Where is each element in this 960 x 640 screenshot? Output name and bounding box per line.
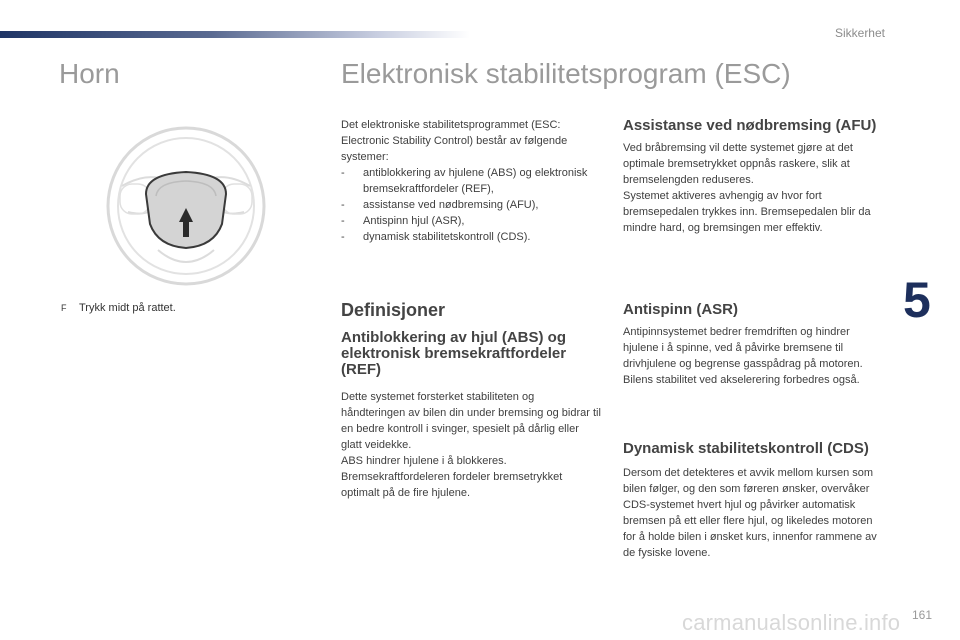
list-item: - antiblokkering av hjulene (ABS) og elektronisk bremsekraftfordeler (REF), (341, 167, 588, 195)
abs-heading: Antiblokkering av hjul (ABS) og elektronisk bremsekraftfordeler (REF) (341, 329, 567, 378)
abs-text: Dette systemet forsterket stabiliteten og håndteringen av bilen din under bremsing og bidrar til en bedre kontroll i svinger, spesielt på dårlig eller glatt veidekke. (341, 391, 601, 451)
afu-section (623, 118, 883, 236)
list-item: - Antispinn hjul (ASR), (341, 215, 465, 227)
cds-heading: Dynamisk stabilitetskontroll (CDS) (623, 440, 869, 457)
header-accent-bar (0, 31, 470, 38)
afu-heading: Assistanse ved nødbremsing (AFU) (623, 117, 877, 134)
list-item: - dynamisk stabilitetskontroll (CDS). (341, 231, 531, 243)
section-label: Sikkerhet (834, 26, 885, 40)
afu-text-2: Systemet aktiveres avhengig av hvor fort bremsepedalen trykkes inn. Bremsepedalen blir da mindre hard, og bremsingen mer effektiv. (623, 190, 871, 234)
abs-text-3: Bremsekraftfordeleren fordeler bremsetrykket optimalt på de fire hjulene. (341, 471, 563, 499)
horn-instruction (61, 302, 176, 314)
cds-section (623, 441, 883, 561)
asr-heading: Antispinn (ASR) (623, 301, 738, 318)
afu-text: Ved bråbremsing vil dette systemet gjøre at det optimale bremsetrykket oppnås raskere, slik at bremselengden reduseres. (623, 142, 853, 186)
page-number: 161 (912, 608, 933, 622)
abs-text-2: ABS hindrer hjulene i å blokkeres. (341, 455, 507, 467)
list-item: - assistanse ved nødbremsing (AFU), (341, 199, 539, 211)
horn-instruction-text: Trykk midt på rattet. (79, 302, 176, 314)
esc-systems-list (341, 165, 601, 245)
bullet-marker: F (61, 303, 67, 313)
steering-wheel-illustration (106, 124, 266, 288)
asr-text: Antipinnsystemet bedrer fremdriften og hindrer hjulene i å spinne, ved å påvirke bremsene til drivhjulene og begrense gasspådrag på motoren. Bilens stabilitet ved akselerering forbedres også. (623, 326, 863, 386)
chapter-number: 5 (903, 272, 931, 328)
esc-intro-text: Det elektroniske stabilitetsprogrammet (ESC: Electronic Stability Control) består av følgende systemer: (341, 119, 568, 163)
horn-title: Horn (59, 58, 120, 89)
esc-title: Elektronisk stabilitetsprogram (ESC) (341, 58, 791, 89)
cds-text: Dersom det detekteres et avvik mellom kursen som bilen følger, og den som føreren ønsker, overvåker CDS-systemet hvert hjul og påvirker automatisk bremsen på ett eller flere hjul, og likeledes motoren for å holde bilen i ønsket kurs, innenfor rammene av de fysiske lovene. (623, 467, 877, 559)
watermark: carmanualsonline.info (682, 610, 901, 635)
asr-section (623, 302, 883, 388)
definitions-heading: Definisjoner (341, 300, 446, 320)
esc-intro-section (341, 117, 601, 245)
abs-section (341, 330, 601, 501)
